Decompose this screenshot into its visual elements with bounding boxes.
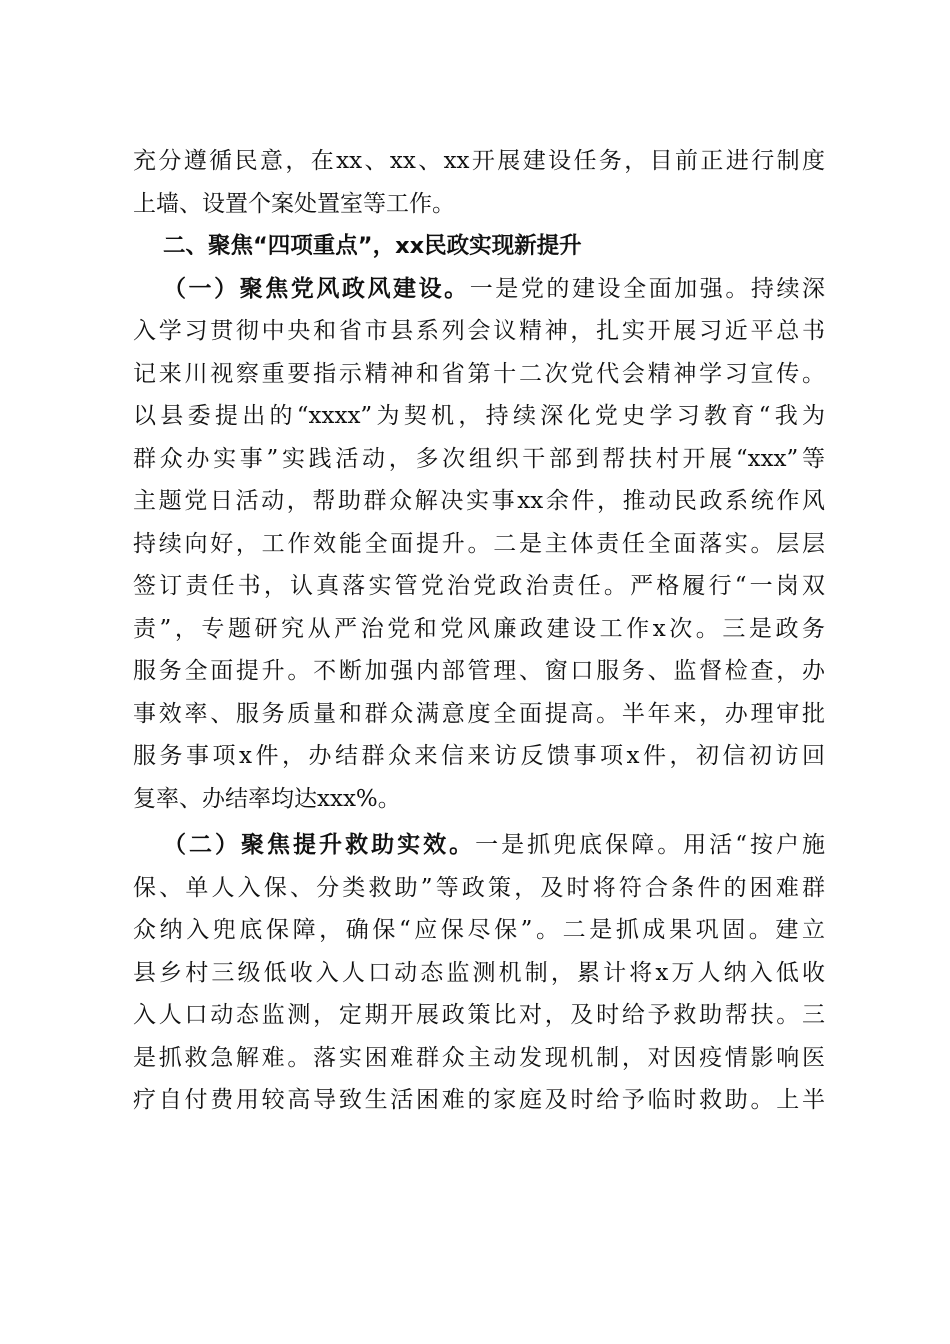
paragraph-lead-rest: 一是党的建设全面加强。持续深 [469, 275, 826, 302]
text-line: 签订责任书，认真落实管党治党政治责任。严格履行“一岗双 [133, 573, 825, 599]
text-line: 以县委提出的“xxxx”为契机，持续深化党史学习教育“我为 [133, 403, 825, 429]
text-line: 群众办实事”实践活动，多次组织干部到帮扶村开展“xxx”等 [133, 445, 825, 472]
text-line: 复率、办结率均达xxx%。 [133, 785, 401, 812]
text-line: 众纳入兜底保障，确保“应保尽保”。二是抓成果巩固。建立 [133, 917, 825, 943]
paragraph-continuation [133, 140, 825, 225]
paragraph-party-style [133, 268, 825, 821]
text-line: 记来川视察重要指示精神和省第十二次党代会精神学习宣传。 [133, 360, 825, 387]
text-line: 事效率、服务质量和群众满意度全面提高。半年来，办理审批 [133, 700, 825, 727]
text-line [133, 824, 825, 867]
paragraph-lead-rest: 一是抓兜底保障。用活“按户施 [475, 832, 826, 858]
text-line: 是抓救急解难。落实困难群众主动发现机制，对因疫情影响医 [133, 1044, 825, 1071]
paragraph-lead: （二）聚焦提升救助实效。 [163, 831, 476, 858]
text-line: 入人口动态监测，定期开展政策比对，及时给予救助帮扶。三 [133, 1002, 825, 1028]
text-line: 保、单人入保、分类救助”等政策，及时将符合条件的困难群 [133, 874, 825, 901]
text-line: 入学习贯彻中央和省市县系列会议精神，扎实开展习近平总书 [133, 318, 825, 344]
paragraph-lead: （一）聚焦党风政风建设。 [163, 274, 470, 302]
text-line: 充分遵循民意，在xx、xx、xx开展建设任务，目前正进行制度 [133, 148, 825, 174]
document-body [133, 140, 825, 1122]
paragraph-relief [133, 824, 825, 1122]
section-heading: 二、聚焦“四项重点”，xx民政实现新提升 [163, 233, 582, 259]
text-line: 持续向好，工作效能全面提升。二是主体责任全面落实。层层 [133, 530, 825, 557]
text-line: 服务全面提升。不断加强内部管理、窗口服务、监督检查，办 [133, 658, 825, 684]
text-line: 主题党日活动，帮助群众解决实事xx余件，推动民政系统作风 [133, 488, 825, 514]
text-line: 上墙、设置个案处置室等工作。 [133, 190, 455, 217]
text-line [133, 268, 825, 311]
text-line: 县乡村三级低收入人口动态监测机制，累计将x万人纳入低收 [133, 959, 825, 986]
text-line: 责”，专题研究从严治党和党风廉政建设工作x次。三是政务 [133, 615, 825, 642]
text-line: 疗自付费用较高导致生活困难的家庭及时给予临时救助。上半 [133, 1087, 825, 1113]
text-line: 服务事项x件，办结群众来信来访反馈事项x件，初信初访回 [133, 743, 825, 769]
